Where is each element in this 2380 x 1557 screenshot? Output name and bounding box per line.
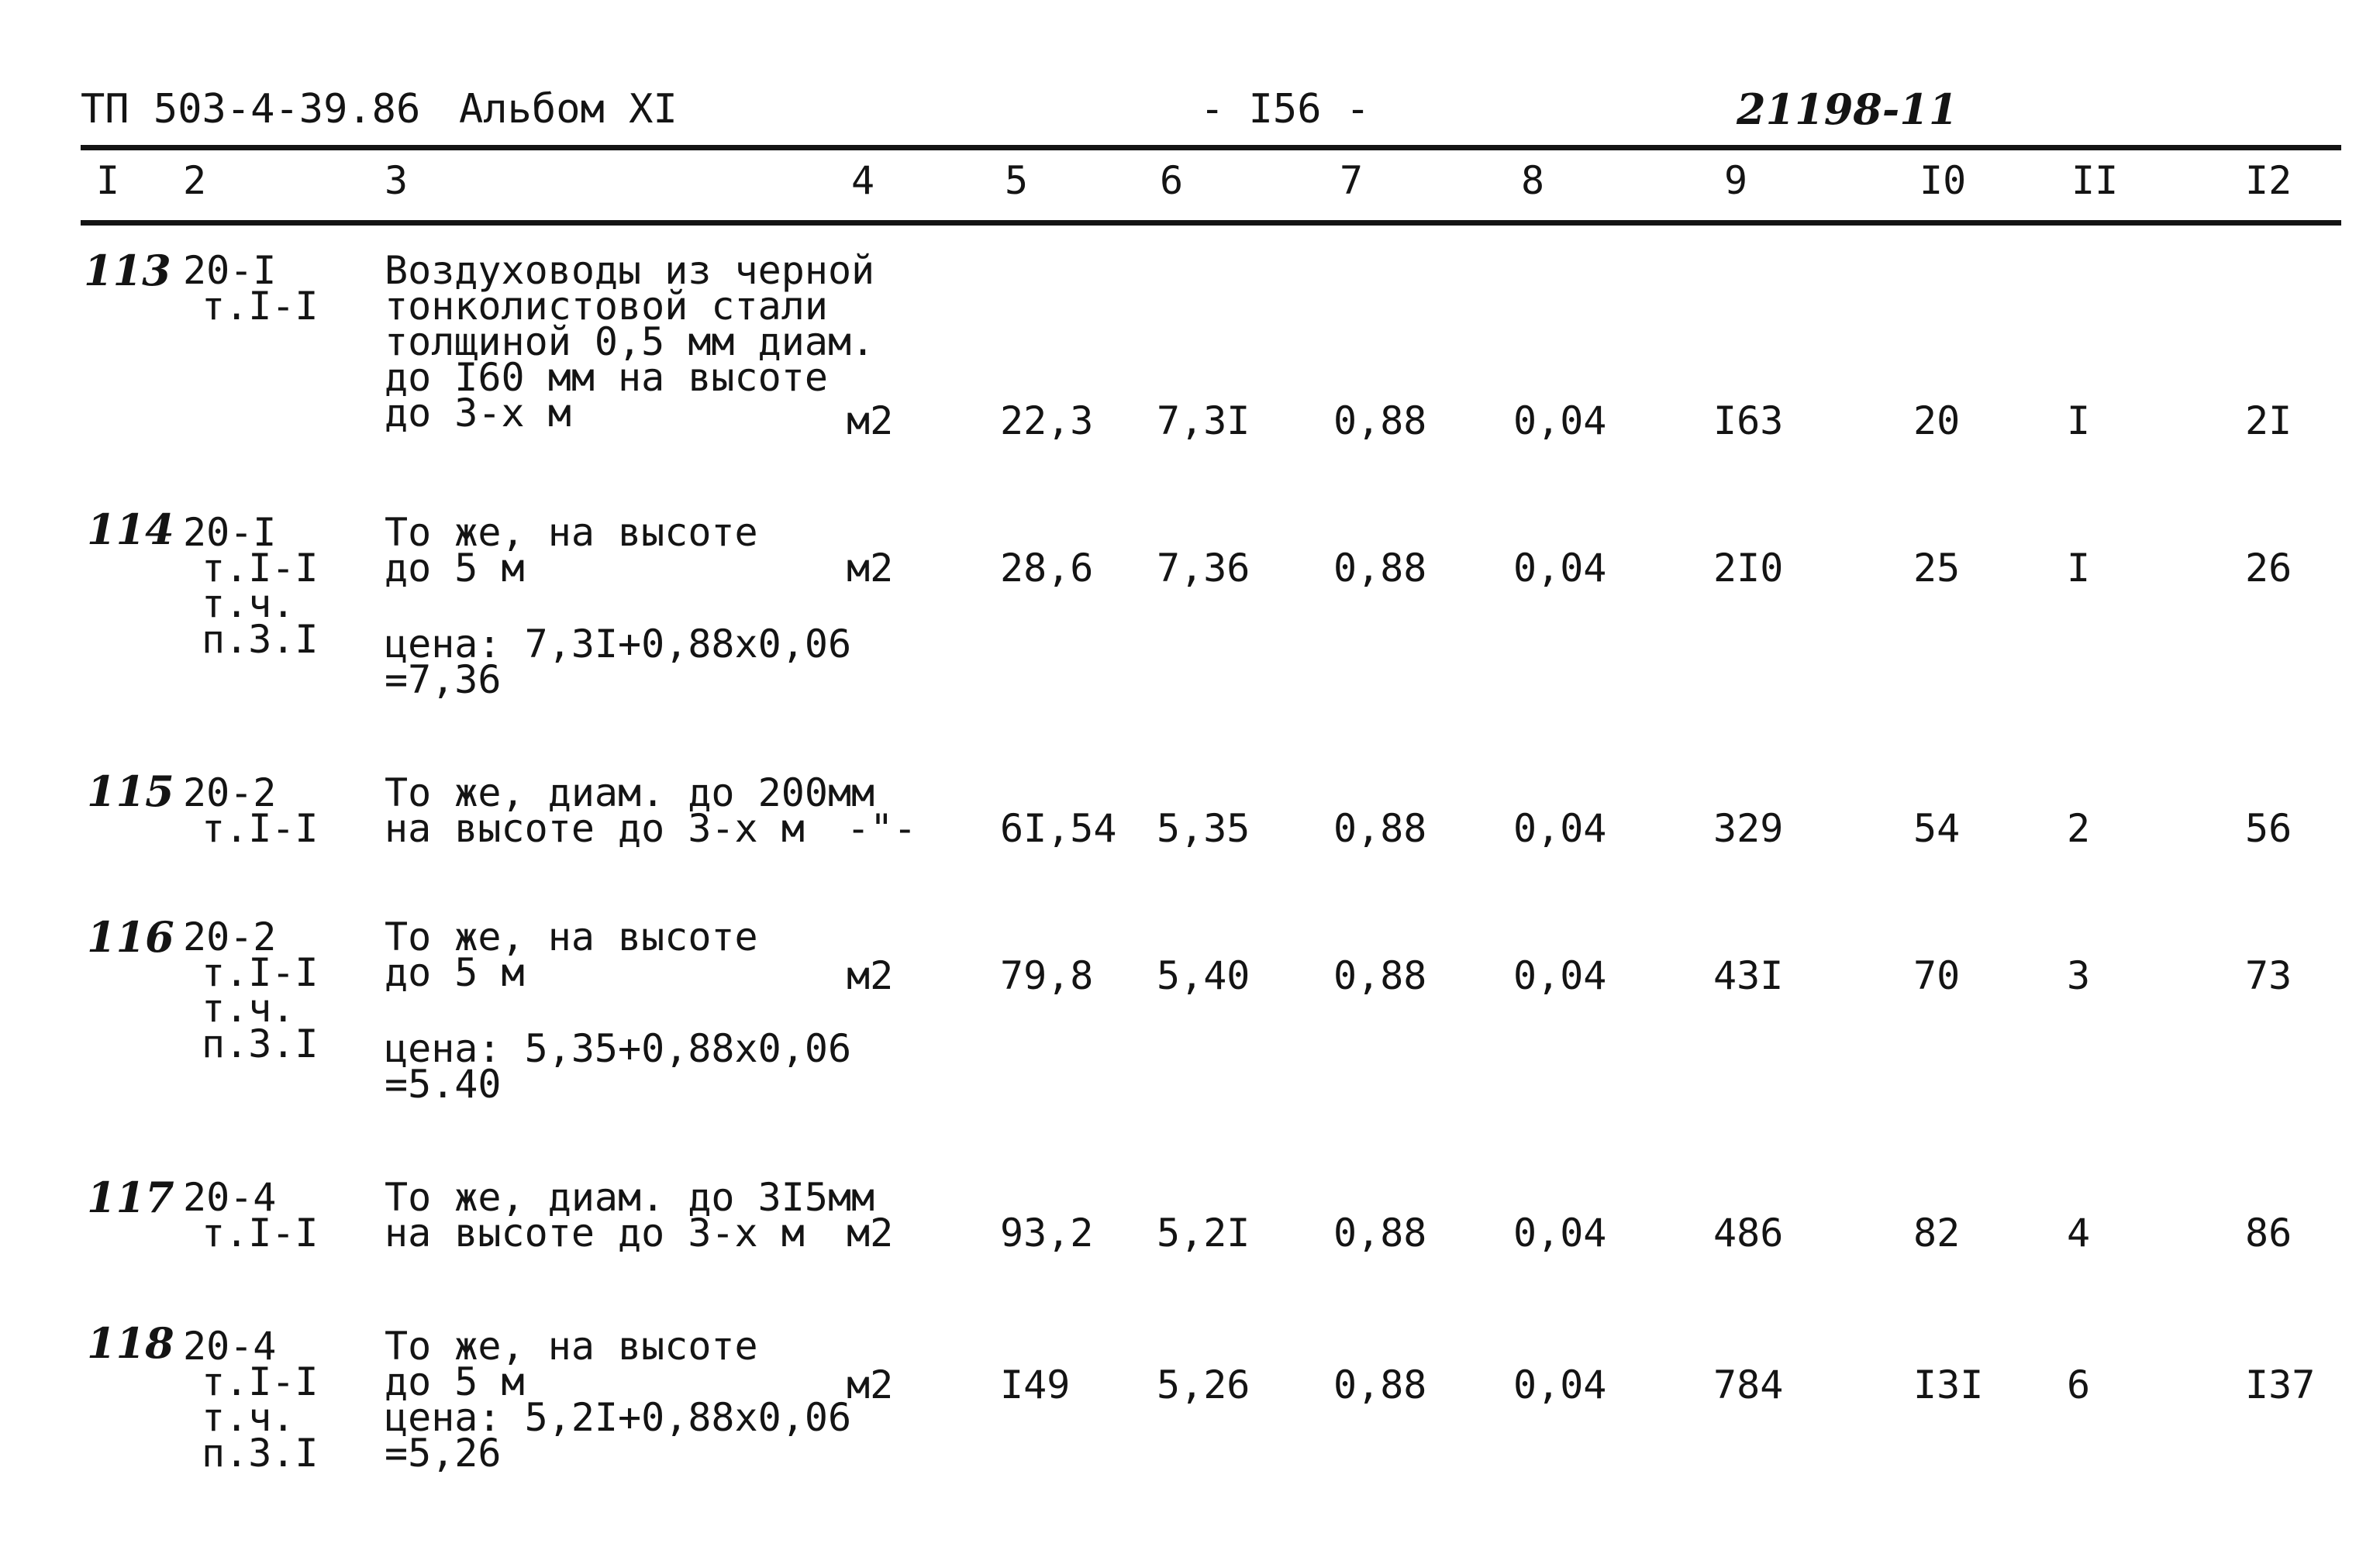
cell-value: 0,04 — [1513, 953, 1607, 998]
column-header-rule — [81, 220, 2341, 226]
item-description: до 5 м — [385, 950, 525, 995]
price-note: =5.40 — [385, 1062, 502, 1107]
cell-value: 93,2 — [1000, 1211, 1094, 1256]
cell-value: I63 — [1713, 398, 1784, 443]
cell-value: 28,6 — [1000, 546, 1094, 591]
cell-value: 6I,54 — [1000, 806, 1117, 851]
rate-code: т.I-I — [202, 1211, 319, 1256]
cell-value: I — [2067, 546, 2091, 591]
item-description: до 5 м — [385, 546, 525, 591]
price-note: цена: 5,35+0,88х0,06 — [385, 1026, 852, 1071]
item-description: до 5 м — [385, 1359, 525, 1404]
rate-code: т.I-I — [202, 546, 319, 591]
column-header: II — [2071, 158, 2119, 203]
cell-value: 20 — [1913, 398, 1961, 443]
item-description: То же, на высоте — [385, 510, 758, 555]
row-number: 117 — [87, 1173, 174, 1222]
price-note: цена: 7,3I+0,88х0,06 — [385, 622, 852, 667]
item-description: Воздуховоды из черной — [385, 248, 875, 293]
column-header: 9 — [1724, 158, 1748, 203]
cell-value: 70 — [1913, 953, 1961, 998]
cell-value: 54 — [1913, 806, 1961, 851]
cell-value: 82 — [1913, 1211, 1961, 1256]
cell-value: 6 — [2067, 1362, 2091, 1407]
column-header: 8 — [1521, 158, 1545, 203]
rate-code: 20-2 — [183, 915, 277, 959]
cell-value: 0,88 — [1333, 398, 1427, 443]
item-description: То же, диам. до 200мм — [385, 770, 875, 815]
item-description: толщиной 0,5 мм диам. — [385, 319, 875, 364]
rate-code: 20-2 — [183, 770, 277, 815]
rate-code: т.I-I — [202, 806, 319, 851]
cell-value: 0,04 — [1513, 546, 1607, 591]
item-description: То же, диам. до 3I5мм — [385, 1175, 875, 1220]
document-code: ТП 503-4-39.86 — [81, 86, 421, 133]
row-number: 118 — [87, 1318, 174, 1368]
cell-value: 0,88 — [1333, 806, 1427, 851]
cell-value: I3I — [1913, 1362, 1984, 1407]
rate-code: п.3.I — [202, 617, 319, 662]
unit: -"- — [847, 806, 917, 851]
rate-code: 20-I — [183, 510, 277, 555]
cell-value: 0,88 — [1333, 953, 1427, 998]
row-number: 115 — [87, 766, 174, 816]
cell-value: 56 — [2245, 806, 2292, 851]
cell-value: 486 — [1713, 1211, 1784, 1256]
cell-value: 784 — [1713, 1362, 1784, 1407]
row-number: 113 — [84, 246, 171, 295]
cell-value: I37 — [2245, 1362, 2316, 1407]
column-header: I0 — [1920, 158, 1967, 203]
album-label: Альбом XI — [459, 86, 678, 133]
rate-code: т.I-I — [202, 284, 319, 329]
column-header: I — [96, 158, 120, 203]
column-header: 4 — [851, 158, 875, 203]
cell-value: 0,88 — [1333, 1362, 1427, 1407]
cell-value: 2I0 — [1713, 546, 1784, 591]
rate-code: т.ч. — [202, 581, 295, 626]
cell-value: 329 — [1713, 806, 1784, 851]
unit: м2 — [847, 953, 894, 998]
price-note: цена: 5,2I+0,88х0,06 — [385, 1395, 852, 1440]
cell-value: 0,88 — [1333, 546, 1427, 591]
column-header: 3 — [385, 158, 409, 203]
column-header: 2 — [183, 158, 207, 203]
item-description: до I60 мм на высоте — [385, 355, 828, 400]
column-header: 6 — [1160, 158, 1184, 203]
cell-value: I49 — [1000, 1362, 1071, 1407]
rate-code: т.I-I — [202, 1359, 319, 1404]
row-number: 114 — [87, 505, 174, 554]
rate-code: т.ч. — [202, 1395, 295, 1440]
cell-value: 25 — [1913, 546, 1961, 591]
cell-value: 3 — [2067, 953, 2091, 998]
rate-code: 20-4 — [183, 1175, 277, 1220]
cell-value: 86 — [2245, 1211, 2292, 1256]
sheet-number: 21198-11 — [1737, 84, 1958, 134]
cell-value: 2 — [2067, 806, 2091, 851]
page-number: - I56 - — [1200, 86, 1371, 133]
cell-value: 7,36 — [1157, 546, 1250, 591]
column-header: I2 — [2245, 158, 2292, 203]
rate-code: 20-4 — [183, 1324, 277, 1369]
cell-value: 5,40 — [1157, 953, 1250, 998]
unit: м2 — [847, 546, 894, 591]
cell-value: 0,04 — [1513, 398, 1607, 443]
cell-value: 5,2I — [1157, 1211, 1250, 1256]
cell-value: 5,35 — [1157, 806, 1250, 851]
rate-code: 20-I — [183, 248, 277, 293]
cell-value: 5,26 — [1157, 1362, 1250, 1407]
column-header: 7 — [1340, 158, 1364, 203]
cell-value: 0,04 — [1513, 1211, 1607, 1256]
cell-value: 4 — [2067, 1211, 2091, 1256]
unit: м2 — [847, 398, 894, 443]
item-description: на высоте до 3-х м — [385, 1211, 805, 1256]
unit: м2 — [847, 1211, 894, 1256]
rate-code: т.I-I — [202, 950, 319, 995]
price-note: =7,36 — [385, 657, 502, 702]
price-note: =5,26 — [385, 1431, 502, 1476]
unit: м2 — [847, 1362, 894, 1407]
item-description: То же, на высоте — [385, 915, 758, 959]
cell-value: 43I — [1713, 953, 1784, 998]
item-description: до 3-х м — [385, 391, 571, 436]
cell-value: 2I — [2245, 398, 2292, 443]
cell-value: 0,04 — [1513, 1362, 1607, 1407]
cell-value: 79,8 — [1000, 953, 1094, 998]
rate-code: т.ч. — [202, 986, 295, 1031]
cell-value: 0,88 — [1333, 1211, 1427, 1256]
rate-code: п.3.I — [202, 1431, 319, 1476]
rate-code: п.3.I — [202, 1021, 319, 1066]
item-description: То же, на высоте — [385, 1324, 758, 1369]
cell-value: I — [2067, 398, 2091, 443]
item-description: тонколистовой стали — [385, 284, 828, 329]
cell-value: 26 — [2245, 546, 2292, 591]
column-header: 5 — [1005, 158, 1029, 203]
cell-value: 0,04 — [1513, 806, 1607, 851]
cell-value: 73 — [2245, 953, 2292, 998]
row-number: 116 — [87, 912, 174, 962]
header-rule — [81, 145, 2341, 150]
item-description: на высоте до 3-х м — [385, 806, 805, 851]
cell-value: 22,3 — [1000, 398, 1094, 443]
cell-value: 7,3I — [1157, 398, 1250, 443]
